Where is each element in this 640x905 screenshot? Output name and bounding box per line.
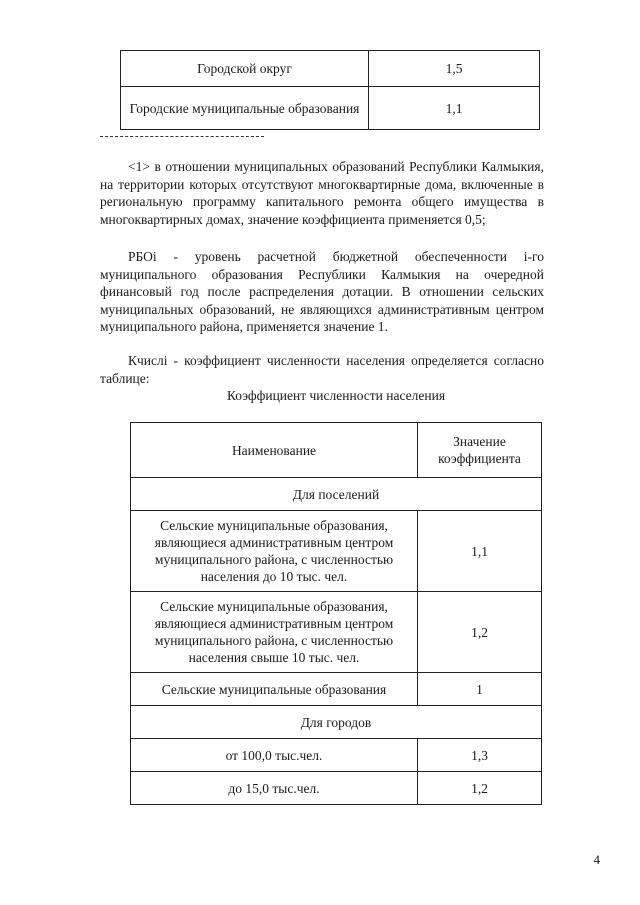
section-row-settlements [131, 478, 542, 511]
table-row [131, 772, 542, 805]
section-label: Для поселений [131, 478, 542, 511]
footnote-paragraph: <1> в отношении муниципальных образований Республики Калмыкия, на территории которых отсутствуют многоквартирные дома, включенные в региональную программу капитального ремонта общего имущества в многоквартирных домах, значение коэффициента применяется 0,5; [100, 159, 544, 227]
table-row [121, 51, 540, 87]
section-label: Для городов [131, 706, 542, 739]
table-cell-value: 1,1 [369, 87, 540, 130]
header-name: Наименование [131, 423, 418, 478]
table-cell-name: от 100,0 тыс.чел. [131, 739, 418, 772]
table-row [131, 592, 542, 673]
table-row [131, 511, 542, 592]
table-cell-value: 1,2 [418, 772, 542, 805]
table-cell-name: Городской округ [121, 51, 369, 87]
table-caption: Коэффициент численности населения [226, 388, 446, 403]
table-cell-name: Городские муниципальные образования [121, 87, 369, 130]
table-row [121, 87, 540, 130]
table-cell-name: до 15,0 тыс.чел. [131, 772, 418, 805]
table-cell-name: Сельские муниципальные образования, являющиеся административным центром муниципального района, с численностью населения свыше 10 тыс. чел. [131, 592, 418, 673]
table-cell-name: Сельские муниципальные образования, являющиеся административным центром муниципального района, с численностью населения до 10 тыс. чел. [131, 511, 418, 592]
table-cell-value: 1,3 [418, 739, 542, 772]
table-row [131, 739, 542, 772]
table-cell-value: 1,5 [369, 51, 540, 87]
district-coefficient-table [120, 50, 540, 130]
table-cell-value: 1,1 [418, 511, 542, 592]
table-cell-value: 1,2 [418, 592, 542, 673]
footnote-separator [100, 136, 264, 137]
table-header-row [131, 423, 542, 478]
population-coefficient-table [130, 422, 542, 805]
kchisl-paragraph: Кчислi - коэффициент численности населения определяется согласно таблице: [100, 353, 544, 386]
page-number: 4 [593, 852, 600, 867]
table-row [131, 673, 542, 706]
table-cell-name: Сельские муниципальные образования [131, 673, 418, 706]
section-row-cities [131, 706, 542, 739]
table-cell-value: 1 [418, 673, 542, 706]
rbo-paragraph: РБОi - уровень расчетной бюджетной обеспеченности i-го муниципального образования Республики Калмыкия на очередной финансовый год после распределения дотации. В отношении сельских муниципальных образований, не являющихся административным центром муниципального района, применяется значение 1. [100, 249, 544, 334]
header-value: Значение коэффициента [418, 423, 542, 478]
